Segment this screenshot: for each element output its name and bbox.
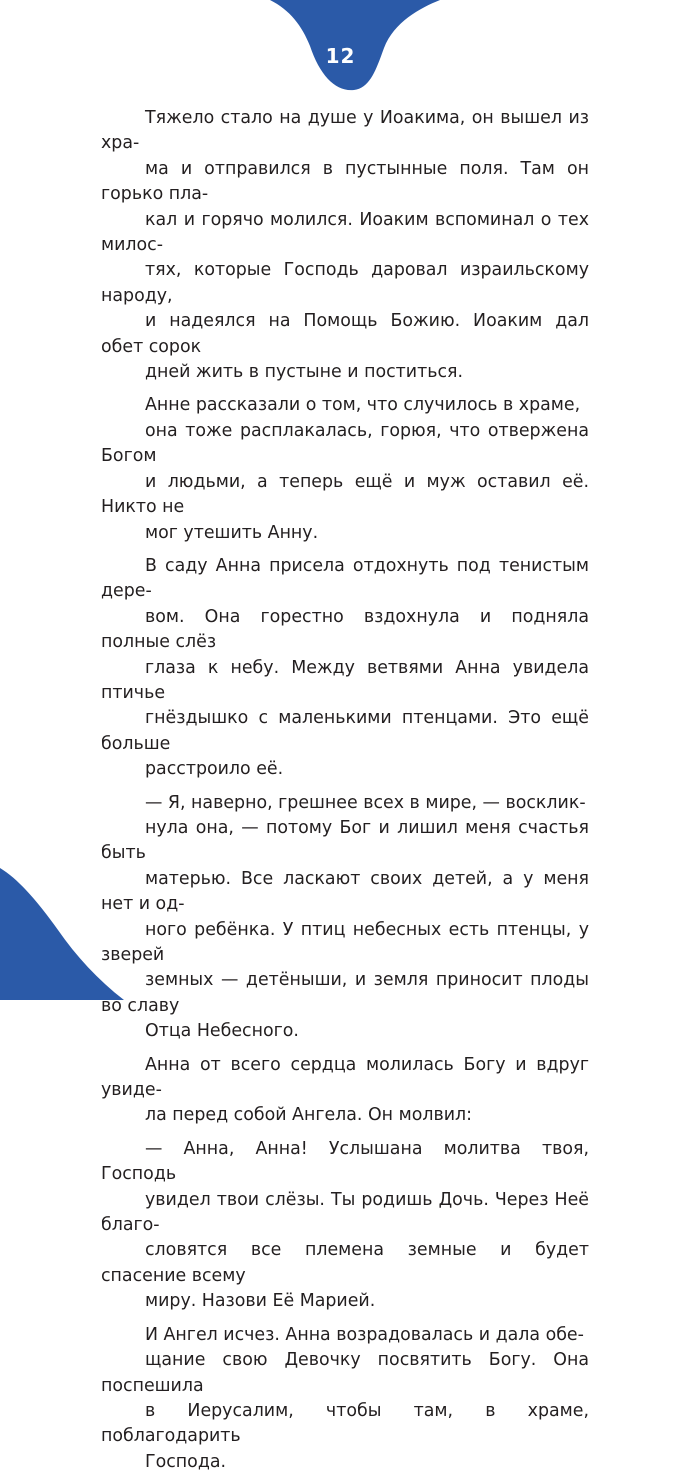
text-line: дней жить в пустыне и поститься. xyxy=(145,362,464,383)
paragraph xyxy=(101,393,589,545)
text-line: гнёздышко с маленькими птенцами. Это ещё больше xyxy=(101,708,589,754)
text-line: расстроило её. xyxy=(145,759,284,780)
text-line: увидел твои слёзы. Ты родишь Дочь. Через Неё благо- xyxy=(101,1189,589,1236)
text-line: Отца Небесного. xyxy=(145,1021,299,1042)
text-line: Анне рассказали о том, что случилось в храме, xyxy=(145,395,581,416)
text-line: — Я, наверно, грешнее всех в мире, — восклик- xyxy=(145,792,586,813)
text-line: щание свою Девочку посвятить Богу. Она поспешила xyxy=(101,1350,589,1396)
paragraph xyxy=(101,791,589,1045)
text-line: Анна от всего сердца молилась Богу и вдруг увиде- xyxy=(101,1054,589,1101)
text-line: вом. Она горестно вздохнула и подняла полные слёз xyxy=(101,606,589,653)
text-line: мог утешить Анну. xyxy=(145,522,319,543)
text-body xyxy=(101,106,589,1483)
text-line: и людьми, а теперь ещё и муж оставил её. Никто не xyxy=(101,471,589,518)
text-line: в Иерусалим, чтобы там, в храме, поблагодарить xyxy=(101,1400,589,1447)
text-line: В саду Анна присела отдохнуть под тенистым дере- xyxy=(101,555,589,602)
paragraph xyxy=(101,1137,589,1315)
text-line: матерью. Все ласкают своих детей, а у меня нет и од- xyxy=(101,868,589,915)
text-line: земных — детёныши, и земля приносит плоды во славу xyxy=(101,970,589,1016)
text-line: ного ребёнка. У птиц небесных есть птенцы, у зверей xyxy=(101,919,589,965)
text-line: ла перед собой Ангела. Он молвил: xyxy=(145,1105,472,1126)
text-line: глаза к небу. Между ветвями Анна увидела птичье xyxy=(101,657,589,703)
text-line: тях, которые Господь даровал израильскому народу, xyxy=(101,260,589,306)
text-line: И Ангел исчез. Анна возрадовалась и дала обе- xyxy=(145,1324,584,1345)
text-line: и надеялся на Помощь Божию. Иоаким дал обет сорок xyxy=(101,311,589,357)
text-line: миру. Назови Её Марией. xyxy=(145,1291,376,1312)
paragraph xyxy=(101,1323,589,1475)
text-line: Господа. xyxy=(145,1451,227,1472)
text-line: она тоже расплакалась, горюя, что отвержена Богом xyxy=(101,420,589,467)
text-line: словятся все племена земные и будет спасение всему xyxy=(101,1240,589,1286)
text-line: нула она, — потому Бог и лишил меня счастья быть xyxy=(101,817,589,864)
text-line: кал и горячо молился. Иоаким вспоминал о тех милос- xyxy=(101,209,589,256)
text-line: Тяжело стало на душе у Иоакима, он вышел из хра- xyxy=(101,108,589,154)
paragraph xyxy=(101,554,589,783)
text-line: ма и отправился в пустынные поля. Там он горько пла- xyxy=(101,158,589,205)
paragraph xyxy=(101,1053,589,1129)
page-number: 12 xyxy=(325,44,356,68)
paragraph xyxy=(101,106,589,385)
text-line: — Анна, Анна! Услышана молитва твоя, Господь xyxy=(101,1138,589,1185)
